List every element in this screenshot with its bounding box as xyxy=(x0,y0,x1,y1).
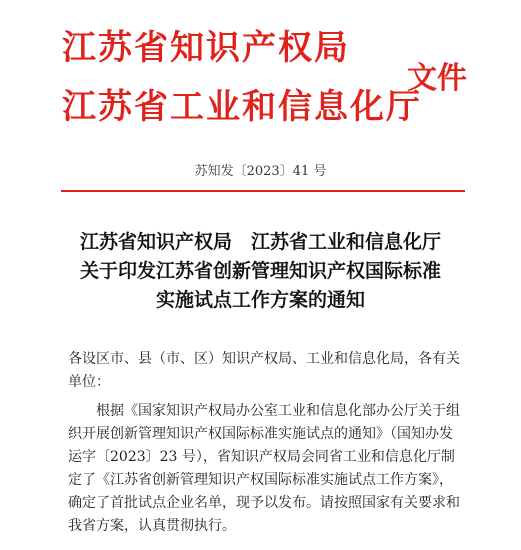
red-divider-line xyxy=(61,190,465,192)
document-title xyxy=(0,228,521,315)
document-header xyxy=(0,0,521,150)
title-line-2: 关于印发江苏省创新管理知识产权国际标准 xyxy=(79,260,441,282)
title-line-3: 实施试点工作方案的通知 xyxy=(155,289,365,311)
addressee: 各设区市、县（市、区）知识产权局、工业和信息化局，各有关单位： xyxy=(68,351,460,390)
document-number: 苏知发〔2023〕41 号 xyxy=(194,164,327,179)
issuing-org-2: 江苏省工业和信息化厅 xyxy=(62,87,422,127)
title-line-1: 江苏省知识产权局 江苏省工业和信息化厅 xyxy=(79,231,441,253)
issuing-org-1: 江苏省知识产权局 xyxy=(62,28,350,68)
body-paragraph: 根据《国家知识产权局办公室工业和信息化部办公厅关于组织开展创新管理知识产权国际标准实施试点的通知》（国知办发运字〔2023〕23 号），省知识产权局会同省工业和信息化厅制定了《江苏省创新管理知识产权国际标准实施试点工作方案》，确定了首批试点企业名单，现予以发布。请按照国家有关要求和我省方案，认真贯彻执行。 xyxy=(68,403,460,534)
document-word: 文件 xyxy=(407,61,467,96)
document-body xyxy=(68,348,460,538)
